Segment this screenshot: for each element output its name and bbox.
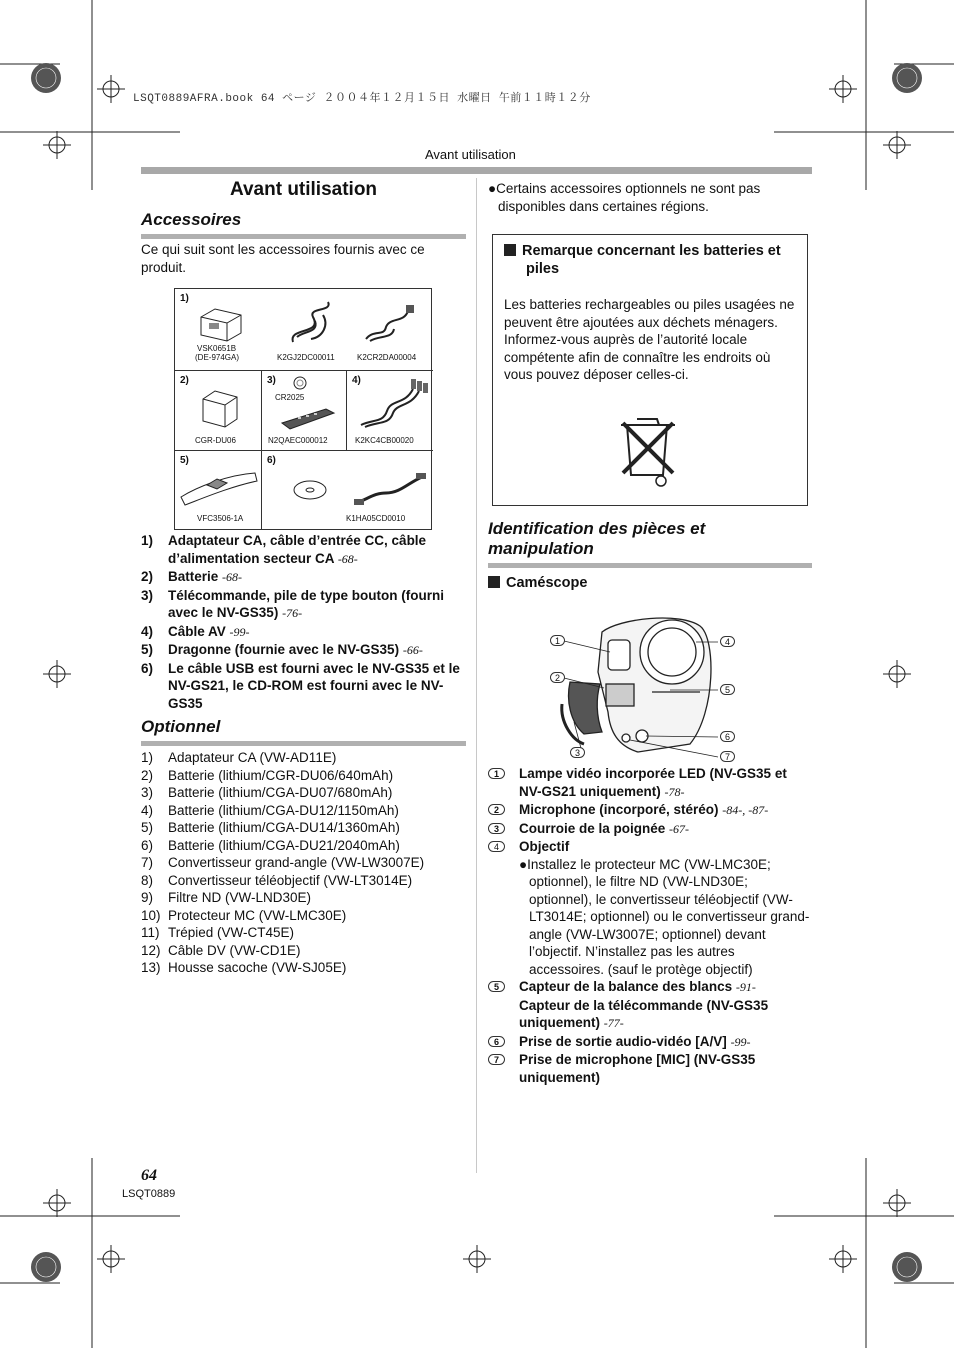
button-cell-icon — [292, 375, 308, 391]
code-label: K1HA05CD0010 — [346, 514, 406, 523]
cell-number: 3) — [267, 375, 276, 386]
header-bar — [141, 167, 812, 174]
battery-note-box — [492, 234, 808, 506]
identification-rule — [488, 563, 812, 568]
code-label: (DE-974GA) — [195, 353, 240, 362]
square-bullet-icon — [488, 576, 500, 588]
accessory-cell-2 — [175, 371, 262, 451]
parts-list — [488, 765, 812, 1086]
list-item: 2) Batterie -68- — [141, 569, 243, 584]
lens-note: ●Installez le protecteur MC (VW-LMC30E; optionnel), le filtre ND (VW-LND30E; optionnel), le convertisseur téléobjectif (VW-LT3014E; optionnel) ou le convertisseur grand-angle (VW-LW3007E; optionnel) devant l’objectif. N’installez pas les autres accessoires. (sauf le protège objectif) — [519, 856, 810, 977]
code-label: CGR-DU06 — [195, 436, 236, 445]
accessory-cell-1 — [175, 289, 433, 371]
code-label: VSK0651B — [197, 344, 237, 353]
callout-7: 7 — [720, 751, 735, 762]
ac-adaptor-icon — [195, 303, 247, 343]
list-item: 4) Batterie (lithium/CGA-DU12/1150mAh) — [141, 802, 399, 818]
list-item: 1) Adaptateur CA (VW-AD11E) — [141, 750, 337, 765]
list-item: 7 Prise de microphone [MIC] (NV-GS35 uniquement) — [488, 1051, 812, 1086]
accessory-cell-4 — [347, 371, 433, 451]
accessory-cell-6 — [262, 451, 433, 529]
identification-heading: Identification des pièces et manipulation — [488, 519, 706, 558]
callout-6: 6 — [720, 731, 735, 742]
accessories-intro: Ce qui suit sont les accessoires fournis avec ce produit. — [141, 242, 425, 275]
list-item: 11) Trépied (VW-CT45E) — [141, 925, 295, 940]
list-item: 6) Batterie (lithium/CGA-DU21/2040mAh) — [141, 837, 400, 853]
optional-rule — [141, 741, 466, 746]
camcorder-drawing — [540, 612, 750, 764]
accessory-cell-3 — [262, 371, 347, 451]
code-label: CR2025 — [275, 393, 305, 402]
accessory-cell-5 — [175, 451, 262, 529]
battery-icon — [197, 387, 241, 429]
cd-rom-icon — [292, 479, 328, 501]
page-title: Avant utilisation — [229, 179, 378, 200]
list-item: 3) Batterie (lithium/CGA-DU07/680mAh) — [141, 785, 393, 800]
remote-control-icon — [278, 403, 338, 431]
list-item: 12) Câble DV (VW-CD1E) — [141, 942, 301, 958]
accessories-heading: Accessoires — [141, 210, 242, 229]
camcorder-diagram — [540, 612, 750, 764]
list-item: 3 Courroie de la poignée -67- — [488, 820, 812, 839]
usb-cable-icon — [352, 469, 428, 509]
page-number: 64 — [141, 1167, 157, 1184]
list-item: 5) Batterie (lithium/CGA-DU14/1360mAh) — [141, 820, 400, 835]
cell-number: 4) — [352, 375, 361, 386]
dc-cable-icon — [283, 297, 343, 347]
document-code: LSQT0889 — [122, 1188, 176, 1200]
accessories-rule — [141, 234, 466, 239]
cell-number: 5) — [180, 455, 189, 466]
callout-1: 1 — [550, 635, 565, 646]
code-label: K2GJ2DC00011 — [277, 353, 335, 362]
list-item: 7) Convertisseur grand-angle (VW-LW3007E) — [141, 855, 425, 870]
list-item: 1) Adaptateur CA, câble d’entrée CC, câble d’alimentation secteur CA -68- — [141, 533, 427, 566]
camcorder-subheading: Caméscope — [488, 575, 812, 591]
callout-2: 2 — [550, 672, 565, 683]
running-head: Avant utilisation — [425, 147, 516, 162]
list-item: 5 Capteur de la balance des blancs -91- Capteur de la télécommande (NV-GS35 uniquement) -77- — [488, 978, 812, 1033]
list-item: 6 Prise de sortie audio-vidéo [A/V] -99- — [488, 1033, 812, 1052]
list-item: 1 Lampe vidéo incorporée LED (NV-GS35 et NV-GS21 uniquement) -78- — [488, 765, 812, 801]
battery-note-body: Les batteries rechargeables ou piles usagées ne peuvent être ajoutées aux déchets ménagers. Informez-vous auprès de l’autorité locale compétente afin de connaître les endroits où vous pouvez déposer celles-ci. — [504, 297, 795, 382]
code-label: VFC3506-1A — [197, 514, 244, 523]
battery-note-title: Remarque concernant les batteries et piles — [504, 242, 816, 278]
callout-3: 3 — [570, 747, 585, 758]
av-cable-icon — [353, 375, 429, 431]
list-item: 5) Dragonne (fournie avec le NV-GS35) -66- — [141, 642, 423, 657]
regions-note: ●Certains accessoires optionnels ne sont pas disponibles dans certaines régions. — [488, 181, 761, 214]
accessories-list — [141, 532, 466, 712]
list-item: 9) Filtre ND (VW-LND30E) — [141, 890, 312, 905]
list-item: 2) Batterie (lithium/CGR-DU06/640mAh) — [141, 767, 394, 783]
code-label: K2KC4CB00020 — [355, 436, 414, 445]
list-item: 10) Protecteur MC (VW-LMC30E) — [141, 907, 347, 923]
list-item: 4) Câble AV -99- — [141, 623, 250, 639]
cell-number: 1) — [180, 293, 189, 304]
list-item: 3) Télécommande, pile de type bouton (fourni avec le NV-GS35) -76- — [141, 587, 445, 620]
crossed-bin-icon — [617, 413, 681, 491]
list-item: 8) Convertisseur téléobjectif (VW-LT3014E) — [141, 872, 413, 888]
accessories-figure — [174, 288, 432, 530]
list-item: 6) Le câble USB est fourni avec le NV-GS35 et le NV-GS21, le CD-ROM est fourni avec le NV-GS35 — [141, 660, 460, 711]
cell-number: 2) — [180, 375, 189, 386]
callout-5: 5 — [720, 684, 735, 695]
square-bullet-icon — [504, 244, 516, 256]
code-label: N2QAEC000012 — [268, 436, 328, 445]
column-divider — [476, 178, 477, 1173]
hand-strap-icon — [177, 465, 261, 507]
code-label: K2CR2DA00004 — [357, 353, 417, 362]
callout-4: 4 — [720, 636, 735, 647]
print-header: LSQT0889AFRA.book 64 ページ ２００４年１２月１５日 水曜日 午前１１時１２分 — [133, 93, 591, 105]
cell-number: 6) — [267, 455, 276, 466]
list-item: 13) Housse sacoche (VW-SJ05E) — [141, 960, 347, 975]
list-item: 2 Microphone (incorporé, stéréo) -84-, -87- — [488, 801, 812, 820]
optional-heading: Optionnel — [141, 717, 221, 736]
optional-list — [141, 749, 466, 977]
list-item: 4 Objectif ●Installez le protecteur MC (VW-LMC30E; optionnel), le filtre ND (VW-LND30E; optionnel), le convertisseur téléobjectif (VW-LT3014E; optionnel) ou le convertisseur grand-angle (VW-LW3007E; optionnel) devant l’objectif. N’installez pas les autres accessoires. (sauf le protège objectif) — [488, 838, 812, 978]
ac-cord-icon — [360, 303, 420, 345]
